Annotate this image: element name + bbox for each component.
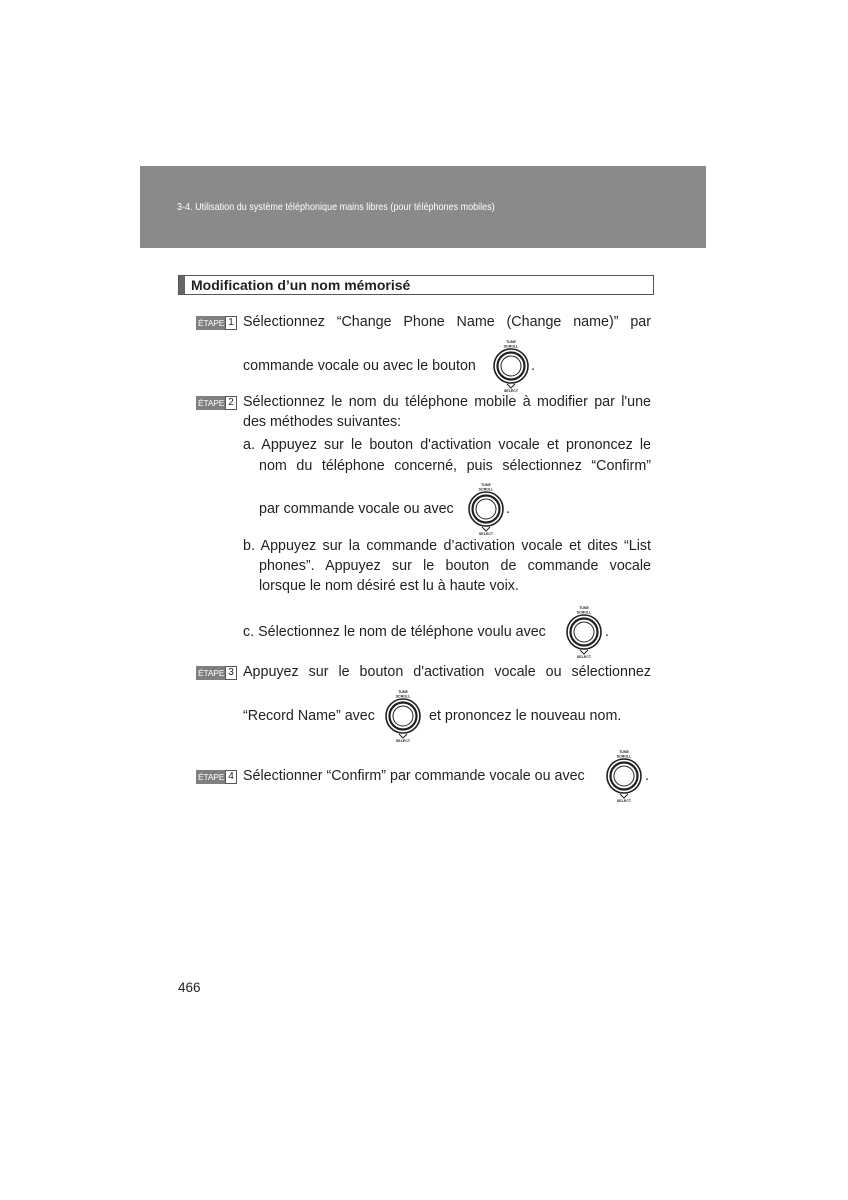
step-label: ÉTAPE — [198, 318, 225, 328]
step-4-line-1: Sélectionner “Confirm” par commande vocale ou avec — [243, 768, 585, 784]
step-number: 2 — [225, 396, 237, 410]
knob-label-tune: TUNE — [506, 340, 516, 344]
step-label: ÉTAPE — [198, 668, 225, 678]
step-number: 3 — [225, 666, 237, 680]
tune-select-knob-icon — [380, 689, 426, 743]
knob-label-select: SELECT — [395, 739, 411, 743]
knob-label-tune: TUNE — [619, 750, 629, 754]
step-3-badge — [196, 666, 237, 680]
header-band — [140, 166, 706, 248]
step-number: 1 — [225, 316, 237, 330]
step-1-line-2-end: . — [531, 358, 535, 374]
header-title: 3-4. Utilisation du système téléphonique mains libres (pour téléphones mobiles) — [177, 201, 495, 213]
option-b-line-2: phones”. Appuyez sur le bouton de commande vocale — [259, 558, 651, 574]
knob-label-scroll: SCROLL — [576, 610, 592, 615]
option-a-line-3: par commande vocale ou avec — [259, 501, 454, 517]
step-1-badge — [196, 316, 237, 330]
step-2-badge — [196, 396, 237, 410]
knob-label-scroll: SCROLL — [395, 694, 411, 699]
knob-label-tune: TUNE — [481, 483, 491, 487]
option-a-line-3-end: . — [506, 501, 510, 517]
tune-select-knob-icon — [561, 605, 607, 659]
step-1-line-2: commande vocale ou avec le bouton — [243, 358, 476, 374]
knob-label-scroll: SCROLL — [616, 754, 632, 759]
page-number: 466 — [178, 980, 201, 995]
step-4-line-1-end: . — [645, 768, 649, 784]
step-4-badge — [196, 770, 237, 784]
option-b-line-3: lorsque le nom désiré est lu à haute voix. — [259, 578, 519, 594]
knob-label-scroll: SCROLL — [478, 487, 494, 492]
option-c-line-1-end: . — [605, 624, 609, 640]
option-b-line-1: b. Appuyez sur la commande d’activation vocale et dites “List — [243, 538, 651, 554]
step-2-line-1: Sélectionnez le nom du téléphone mobile à modifier par l'une — [243, 394, 651, 410]
section-marker — [179, 276, 185, 294]
knob-label-tune: TUNE — [579, 606, 589, 610]
tune-select-knob-icon — [463, 482, 509, 536]
section-heading — [178, 275, 654, 295]
step-label: ÉTAPE — [198, 398, 225, 408]
tune-select-knob-icon — [601, 749, 647, 803]
option-a-line-1: a. Appuyez sur le bouton d'activation vocale et prononcez le — [243, 437, 651, 453]
option-c-line-1: c. Sélectionnez le nom de téléphone voulu avec — [243, 624, 546, 640]
knob-label-tune: TUNE — [398, 690, 408, 694]
step-3-line-2-end: et prononcez le nouveau nom. — [429, 708, 622, 724]
step-1-line-1: Sélectionnez “Change Phone Name (Change name)” par — [243, 314, 651, 330]
knob-label-select: SELECT — [503, 389, 519, 393]
knob-label-scroll: SCROLL — [503, 344, 519, 349]
knob-label-select: SELECT — [616, 799, 632, 803]
step-3-line-2: “Record Name” avec — [243, 708, 375, 724]
knob-label-select: SELECT — [478, 532, 494, 536]
step-number: 4 — [225, 770, 237, 784]
tune-select-knob-icon — [488, 339, 534, 393]
step-2-line-2: des méthodes suivantes: — [243, 414, 402, 430]
section-title: Modification d’un nom mémorisé — [191, 277, 411, 293]
option-a-line-2: nom du téléphone concerné, puis sélectionnez “Confirm” — [259, 458, 651, 474]
step-3-line-1: Appuyez sur le bouton d'activation vocale ou sélectionnez — [243, 664, 651, 680]
step-label: ÉTAPE — [198, 772, 225, 782]
knob-label-select: SELECT — [576, 655, 592, 659]
